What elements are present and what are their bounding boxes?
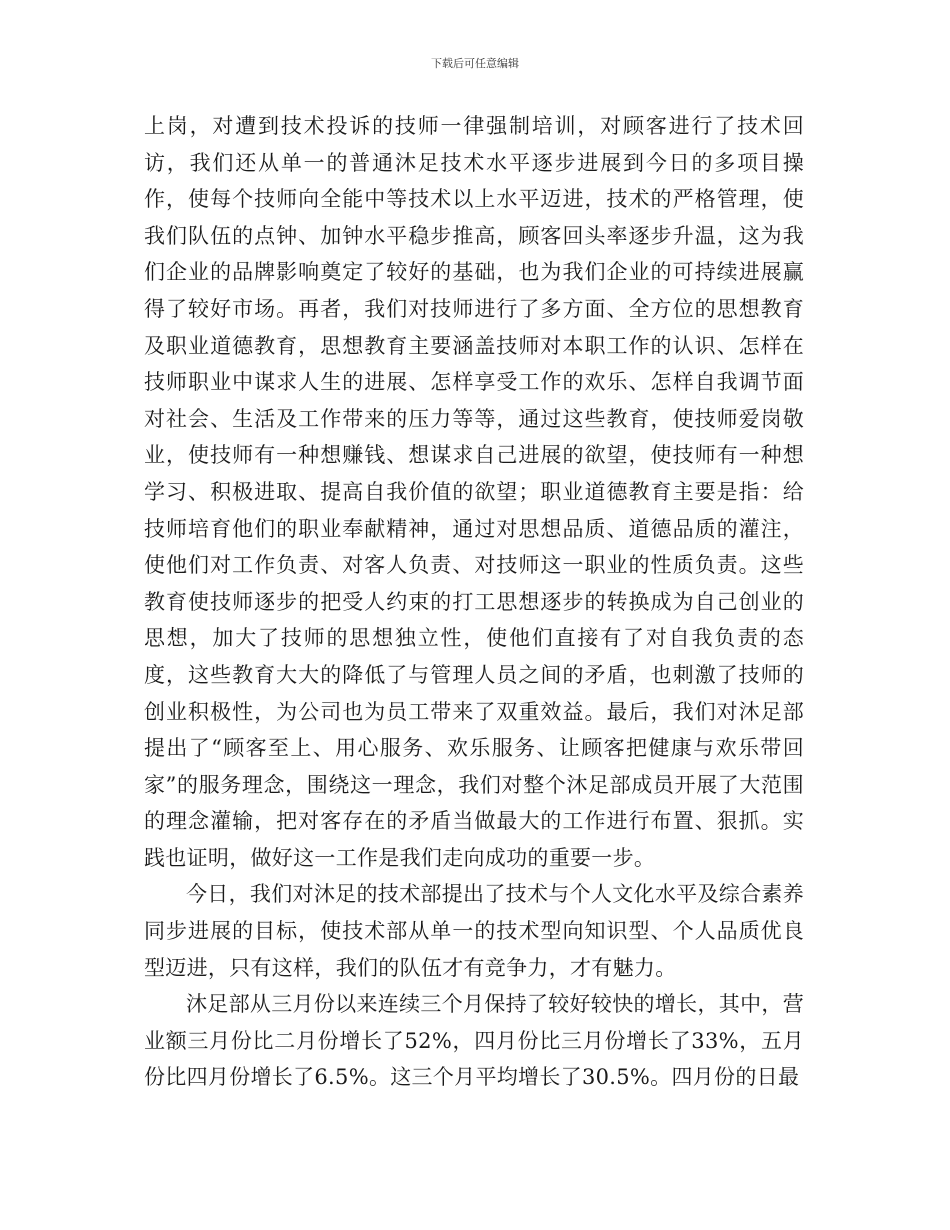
page-header-note: 下载后可任意编辑 (431, 57, 519, 70)
paragraph-3: 沐足部从三月份以来连续三个月保持了较好较快的增长，其中，营业额三月份比二月份增长了52%，四月份比三月份增长了33%，五月份比四月份增长了6.5%。这三个月平均增长了30.5%。四月份的日最 (144, 992, 804, 1090)
paragraph-2: 今日，我们对沐足的技术部提出了技术与个人文化水平及综合素养同步进展的目标，使技术部从单一的技术型向知识型、个人品质优良型迈进，只有这样，我们的队伍才有竞争力，才有魅力。 (144, 882, 804, 980)
paragraph-1: 上岗，对遭到技术投诉的技师一律强制培训，对顾客进行了技术回访，我们还从单一的普通沐足技术水平逐步进展到今日的多项目操作，使每个技师向全能中等技术以上水平迈进，技术的严格管理，使我们队伍的点钟、加钟水平稳步推高，顾客回头率逐步升温，这为我们企业的品牌影响奠定了较好的基础，也为我们企业的可持续进展赢得了较好市场。再者，我们对技师进行了多方面、全方位的思想教育及职业道德教育，思想教育主要涵盖技师对本职工作的认识、怎样在技师职业中谋求人生的进展、怎样享受工作的欢乐、怎样自我调节面对社会、生活及工作带来的压力等等，通过这些教育，使技师爱岗敬业，使技师有一种想赚钱、想谋求自己进展的欲望，使技师有一种想学习、积极进取、提高自我价值的欲望；职业道德教育主要是指：给技师培育他们的职业奉献精神，通过对思想品质、道德品质的灌注，使他们对工作负责、对客人负责、对技师这一职业的性质负责。这些教育使技师逐步的把受人约束的打工思想逐步的转换成为自己创业的思想，加大了技师的思想独立性，使他们直接有了对自我负责的态度，这些教育大大的降低了与管理人员之间的矛盾，也刺激了技师的创业积极性，为公司也为员工带来了双重效益。最后，我们对沐足部提出了“顾客至上、用心服务、欢乐服务、让顾客把健康与欢乐带回家”的服务理念，围绕这一理念，我们对整个沐足部成员开展了大范围的理念灌输，把对客存在的矛盾当做最大的工作进行布置、狠抓。实践也证明，做好这一工作是我们走向成功的重要一步。 (144, 114, 804, 870)
document-body (144, 108, 804, 1096)
